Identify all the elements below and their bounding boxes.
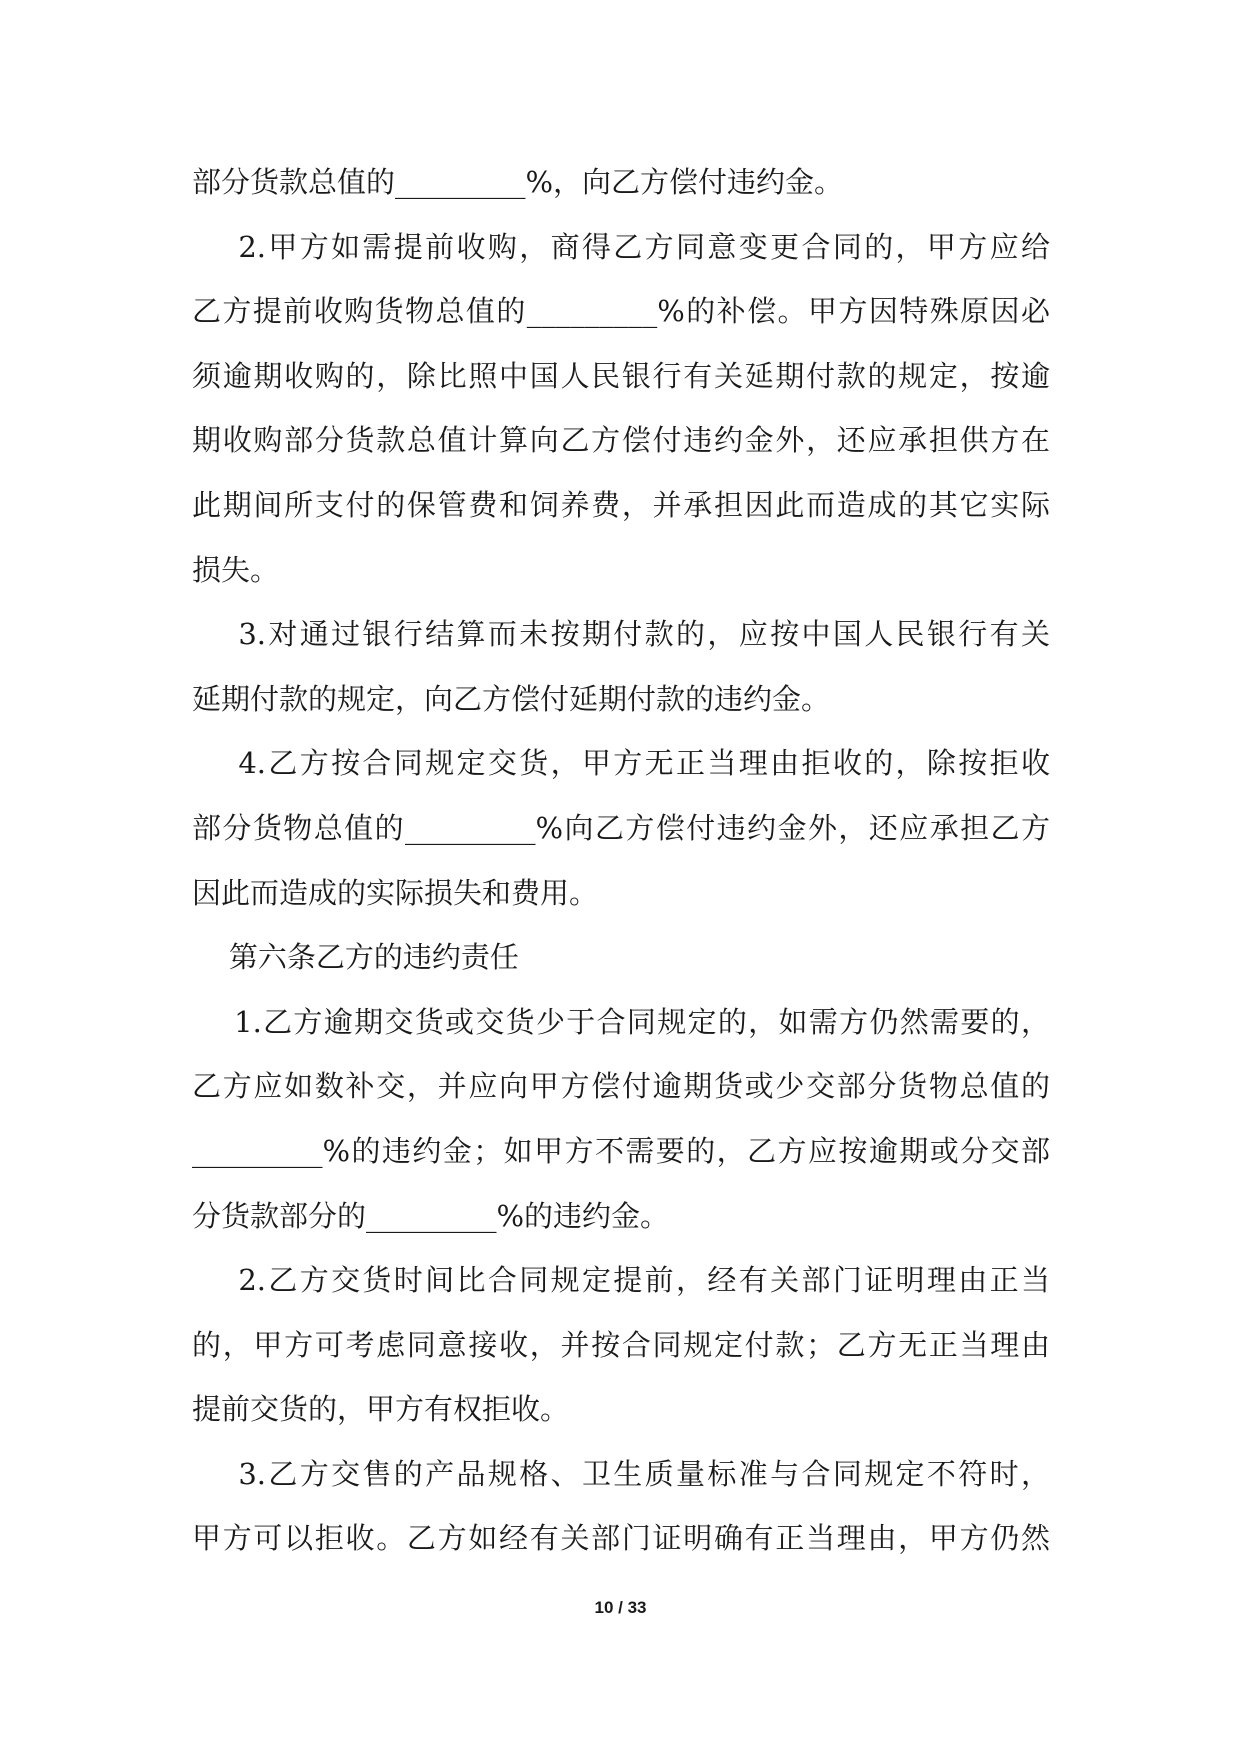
text-line: 乙方应如数补交，并应向甲方偿付逾期货或少交部分货物总值的 (192, 1069, 1050, 1104)
text-line: 损失。 (192, 552, 280, 587)
section-heading: 第六条乙方的违约责任 (192, 940, 519, 975)
text-line: 甲方可以拒收。乙方如经有关部门证明确有正当理由，甲方仍然 (192, 1521, 1050, 1556)
text-line: 此期间所支付的保管费和饲养费，并承担因此而造成的其它实际 (192, 487, 1050, 522)
text-line: 部分货款总值的_________%，向乙方偿付违约金。 (192, 165, 844, 199)
text-line: 须逾期收购的，除比照中国人民银行有关延期付款的规定，按逾 (192, 358, 1050, 393)
text-line: 乙方提前收购货物总值的_________%的补偿。甲方因特殊原因必 (192, 294, 1050, 329)
text-line: _________%的违约金；如甲方不需要的，乙方应按逾期或分交部 (192, 1133, 1050, 1168)
text-line: 4.乙方按合同规定交货，甲方无正当理由拒收的，除按拒收 (192, 746, 1050, 781)
text-line: 延期付款的规定，向乙方偿付延期付款的违约金。 (192, 681, 831, 716)
text-line: 期收购部分货款总值计算向乙方偿付违约金外，还应承担供方在 (192, 423, 1050, 458)
text-line: 2.乙方交货时间比合同规定提前，经有关部门证明理由正当 (192, 1263, 1050, 1298)
text-line: 3.对通过银行结算而未按期付款的，应按中国人民银行有关 (192, 617, 1050, 652)
page-number: 10 / 33 (594, 1598, 647, 1617)
text-line: 的，甲方可考虑同意接收，并按合同规定付款；乙方无正当理由 (192, 1327, 1050, 1362)
text-line: 3.乙方交售的产品规格、卫生质量标准与合同规定不符时， (192, 1456, 1050, 1491)
text-line: 因此而造成的实际损失和费用。 (192, 875, 599, 910)
document-body (192, 150, 1050, 1571)
text-line: 分货款部分的_________%的违约金。 (192, 1198, 670, 1233)
text-line: 2.甲方如需提前收购，商得乙方同意变更合同的，甲方应给 (192, 229, 1050, 264)
text-line: 提前交货的，甲方有权拒收。 (192, 1392, 570, 1427)
text-line: 部分货物总值的_________%向乙方偿付违约金外，还应承担乙方 (192, 810, 1050, 845)
text-line: 1.乙方逾期交货或交货少于合同规定的，如需方仍然需要的， (192, 1004, 1050, 1039)
